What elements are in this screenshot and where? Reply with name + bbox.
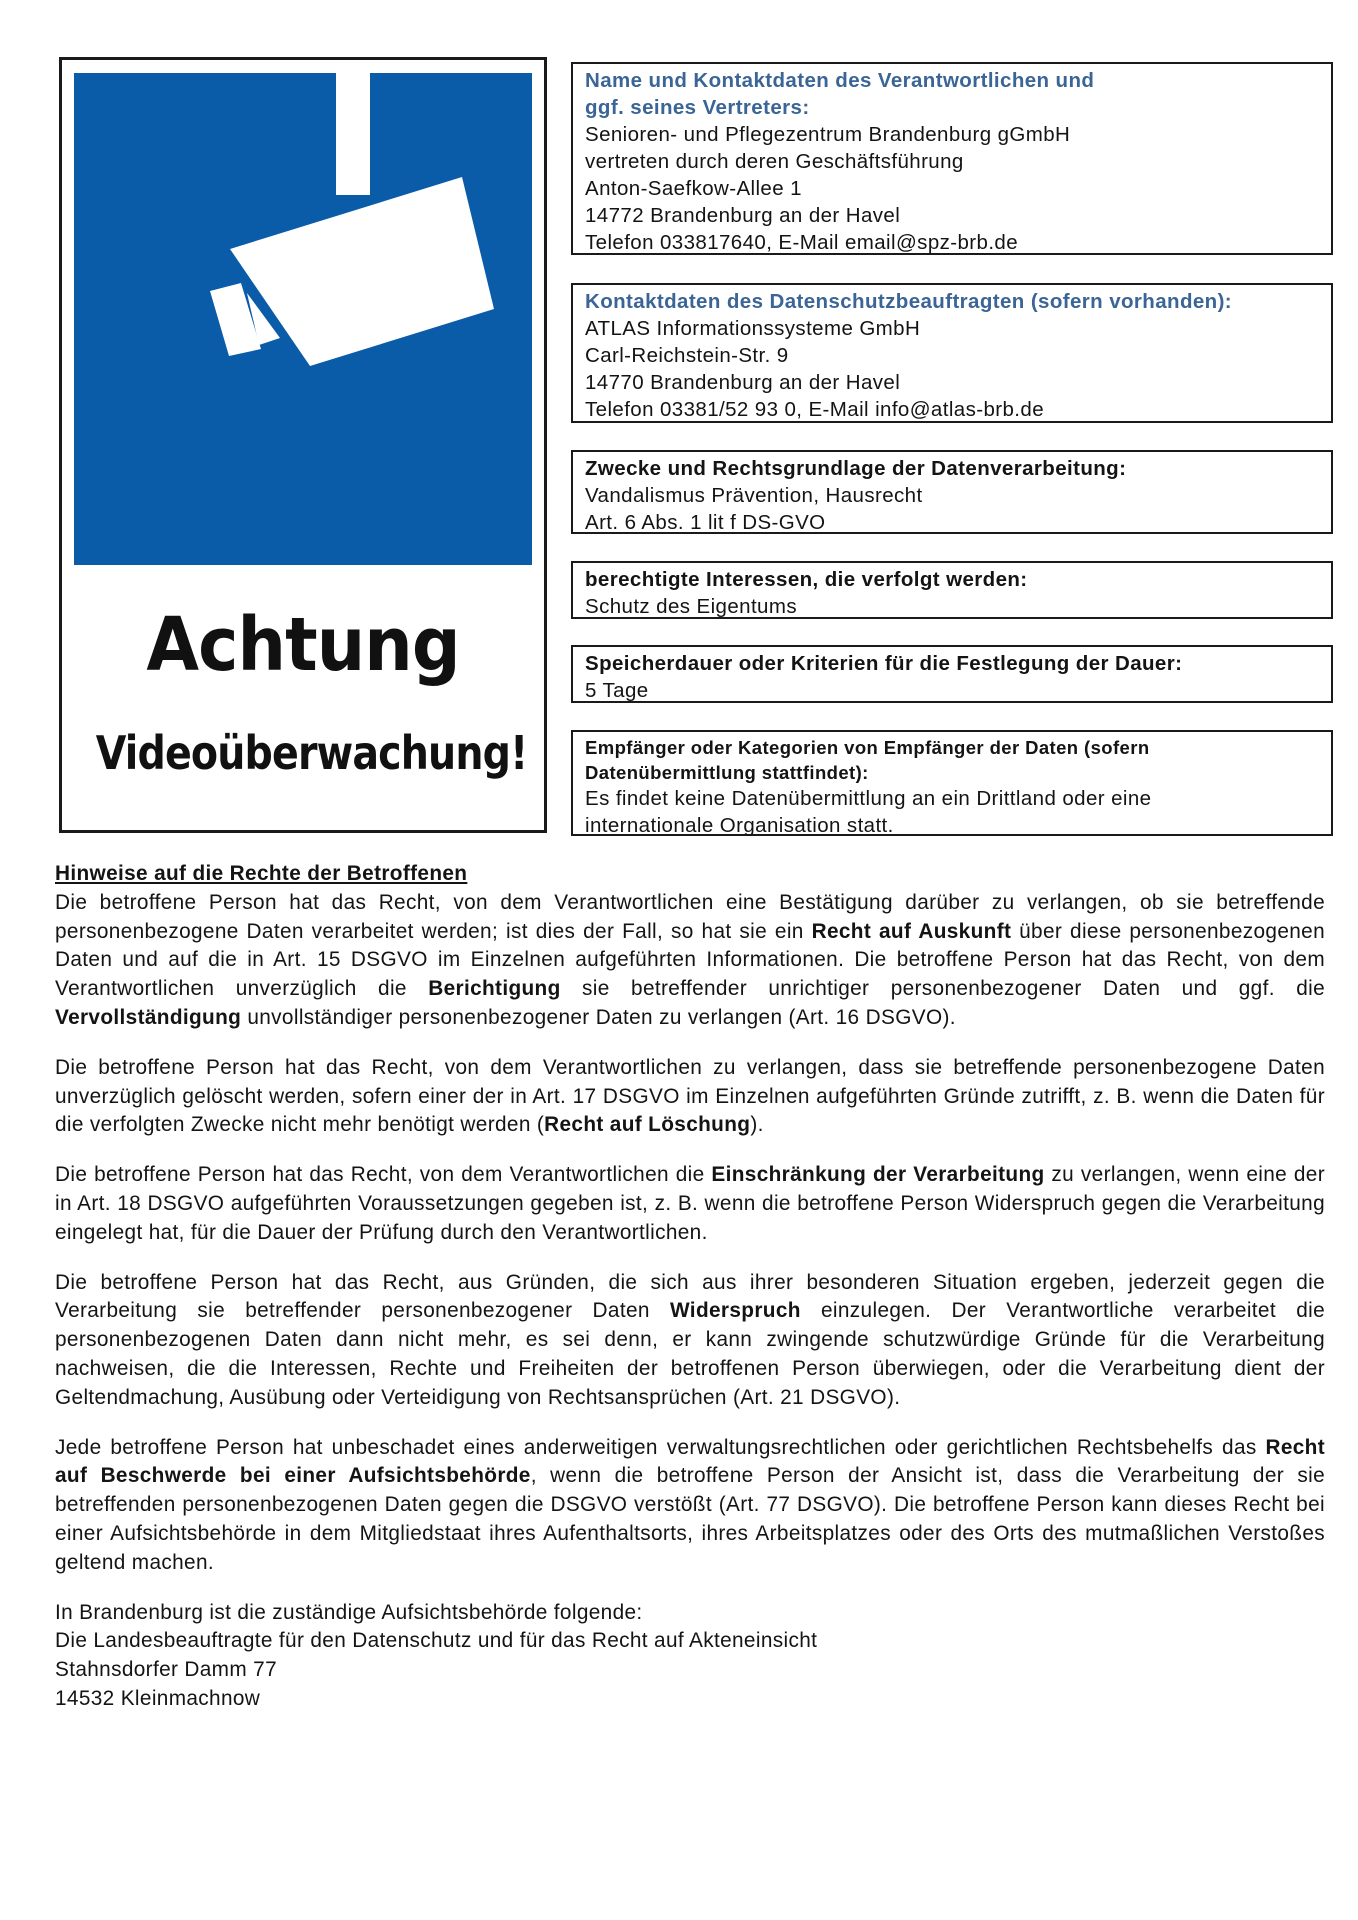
box-line: 5 Tage (585, 679, 649, 702)
rights-paragraph-access-rectification: Die betroffene Person hat das Recht, von dem Verantwortlichen eine Bestätigung darüber zu verlangen, ob sie betreffende personenbezogene Daten verarbeitet werden; ist dies der Fall, so hat sie ein Recht auf Auskunft über diese personenbezogenen Daten und auf die in Art. 15 DSGVO im Einzelnen aufgeführten Informationen. Die betroffene Person hat das Recht, von dem Verantwortlichen unverzüglich die Berichtigung sie betreffender unrichtiger personenbezogener Daten und ggf. die Vervollständigung unvollständiger personenbezogener Daten zu verlangen (Art. 16 DSGVO). (55, 890, 1325, 1029)
box-line: ATLAS Informationssysteme GmbH (585, 317, 921, 340)
rights-paragraph-restriction: Die betroffene Person hat das Recht, von dem Verantwortlichen die Einschränkung der Verarbeitung zu verlangen, wenn eine der in Art. 18 DSGVO aufgeführten Voraussetzungen gegeben ist, z. B. wenn die betroffene Person Widerspruch gegen die Verarbeitung eingelegt hat, für die Dauer der Prüfung durch den Verantwortlichen. (55, 1163, 1326, 1244)
box-line: internationale Organisation statt. (585, 814, 894, 837)
box-line: 14770 Brandenburg an der Havel (585, 371, 901, 394)
box-heading: berechtigte Interessen, die verfolgt werden: (585, 568, 1028, 591)
address-line: 14532 Kleinmachnow (55, 1686, 261, 1710)
legitimate-interests-box (571, 561, 1333, 619)
box-heading: Kontaktdaten des Datenschutzbeauftragten (sofern vorhanden): (585, 290, 1233, 313)
address-line: In Brandenburg ist die zuständige Aufsichtsbehörde folgende: (55, 1600, 643, 1624)
rights-paragraph-erasure: Die betroffene Person hat das Recht, von dem Verantwortlichen zu verlangen, dass sie betreffende personenbezogene Daten unverzüglich gelöscht werden, sofern einer der in Art. 17 DSGVO im Einzelnen aufgeführten Gründe zutrifft, z. B. wenn die Daten für die verfolgten Zwecke nicht mehr benötigt werden (Recht auf Löschung). (55, 1055, 1325, 1137)
rights-heading: Hinweise auf die Rechte der Betroffenen (55, 862, 468, 885)
box-heading: ggf. seines Vertreters: (585, 96, 810, 119)
purpose-legal-basis-box (571, 450, 1333, 534)
box-line: Es findet keine Datenübermittlung an ein Drittland oder eine (585, 787, 1152, 810)
dpo-contact-box (571, 283, 1333, 423)
box-line: Schutz des Eigentums (585, 595, 797, 618)
box-line: Telefon 03381/52 93 0, E-Mail info@atlas-brb.de (585, 398, 1044, 421)
supervisory-authority-address (55, 1599, 1325, 1714)
controller-contact-box (571, 62, 1333, 255)
box-line: Carl-Reichstein-Str. 9 (585, 344, 789, 367)
box-line: vertreten durch deren Geschäftsführung (585, 150, 964, 173)
box-line: Senioren- und Pflegezentrum Brandenburg gGmbH (585, 123, 1071, 146)
rights-paragraph-objection: Die betroffene Person hat das Recht, aus Gründen, die sich aus ihrer besonderen Situation ergeben, jederzeit gegen die Verarbeitung sie betreffender personenbezogener Daten Widerspruch einzulegen. Der Verantwortliche verarbeitet die personenbezogenen Daten dann nicht mehr, es sei denn, er kann zwingende schutzwürdige Gründe für die Verarbeitung nachweisen, die die Interessen, Rechte und Freiheiten der betroffenen Person überwiegen, oder die Verarbeitung dient der Geltendmachung, Ausübung oder Verteidigung von Rechtsansprüchen (Art. 21 DSGVO). (55, 1270, 1325, 1409)
box-heading: Name und Kontaktdaten des Verantwortlichen und (585, 69, 1095, 92)
recipients-box (571, 730, 1333, 836)
box-line: Anton-Saefkow-Allee 1 (585, 177, 802, 200)
box-heading: Datenübermittlung stattfindet): (585, 762, 869, 783)
rights-paragraph-complaint: Jede betroffene Person hat unbeschadet eines anderweitigen verwaltungsrechtlichen oder gerichtlichen Rechtsbehelfs das Recht auf Beschwerde bei einer Aufsichtsbehörde, wenn die betroffene Person der Ansicht ist, dass die Verarbeitung der sie betreffenden personenbezogenen Daten gegen die DSGVO verstößt (Art. 77 DSGVO). Die betroffene Person kann dieses Recht bei einer Aufsichtsbehörde in dem Mitgliedstaat ihres Aufenthaltsorts, ihres Arbeitsplatzes oder des Orts des mutmaßlichen Verstoßes geltend machen. (55, 1435, 1325, 1574)
box-line: Vandalismus Prävention, Hausrecht (585, 484, 923, 507)
address-line: Die Landesbeauftragte für den Datenschutz und für das Recht auf Akteneinsicht (55, 1629, 818, 1653)
sign-subtitle: Videoüberwachung! (95, 726, 528, 780)
box-line: 14772 Brandenburg an der Havel (585, 204, 901, 227)
address-line: Stahnsdorfer Damm 77 (55, 1658, 277, 1682)
data-subject-rights-section (55, 860, 1325, 1714)
box-line: Art. 6 Abs. 1 lit f DS-GVO (585, 511, 826, 534)
storage-duration-box (571, 645, 1333, 703)
box-line: Telefon 033817640, E-Mail email@spz-brb.de (585, 231, 1019, 254)
sign-title: Achtung (146, 602, 460, 688)
video-surveillance-sign (59, 57, 547, 833)
box-heading: Zwecke und Rechtsgrundlage der Datenverarbeitung: (585, 457, 1127, 480)
cctv-camera-icon (74, 73, 532, 565)
sign-blue-panel (74, 73, 532, 565)
box-heading: Speicherdauer oder Kriterien für die Festlegung der Dauer: (585, 652, 1183, 675)
box-heading: Empfänger oder Kategorien von Empfänger der Daten (sofern (585, 737, 1150, 758)
